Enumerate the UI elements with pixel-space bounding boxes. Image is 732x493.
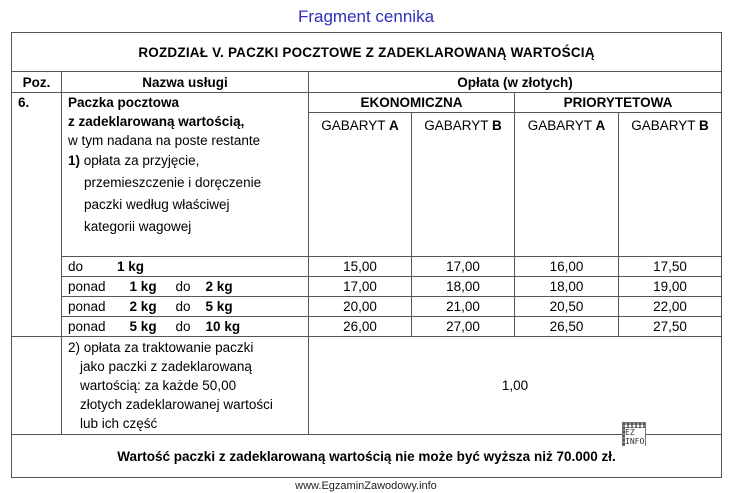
ekon-gabaryt-a	[309, 113, 412, 257]
price-cell: 17,00	[309, 277, 412, 297]
weight-from: 1 kg	[129, 279, 157, 294]
weight-to	[168, 257, 309, 277]
weight-to: do 10 kg	[168, 317, 309, 337]
gabaryt-label: GABARYT	[631, 118, 696, 133]
priorytetowa-header: PRIORYTETOWA	[515, 93, 722, 113]
footer-note: Wartość paczki z zadeklarowaną wartością nie może być wyższa niż 70.000 zł.	[12, 435, 722, 478]
chapter-title: ROZDZIAŁ V. PACZKI POCZTOWE Z ZADEKLAROWANĄ WARTOŚCIĄ	[12, 33, 722, 72]
weight-pre: ponad 5 kg	[62, 317, 168, 337]
price-cell: 20,00	[309, 297, 412, 317]
chapter-row	[12, 33, 722, 72]
gabaryt-label: GABARYT	[321, 118, 386, 133]
price-cell: 22,00	[619, 297, 722, 317]
weight-row	[12, 317, 722, 337]
sub2-line5: lub ich część	[80, 416, 158, 431]
item-number: 6.	[12, 93, 62, 337]
weight-row	[12, 257, 722, 277]
gabaryt-label: GABARYT	[527, 118, 592, 133]
source-url: www.EgzaminZawodowy.info	[295, 480, 437, 492]
gabaryt-a-letter: A	[389, 118, 399, 133]
header-row-1	[12, 72, 722, 93]
price-cell: 26,00	[309, 317, 412, 337]
price-cell: 20,50	[515, 297, 619, 317]
service-name-line1: Paczka pocztowa	[68, 95, 180, 110]
price-cell: 27,50	[619, 317, 722, 337]
price-cell: 17,50	[619, 257, 722, 277]
service-description	[62, 93, 309, 257]
sub1-line4: kategorii wagowej	[84, 219, 192, 234]
page-title: Fragment cennika	[297, 7, 435, 26]
sub2-line2: jako paczki z zadeklarowaną	[80, 359, 252, 374]
ekon-gabaryt-b	[412, 113, 515, 257]
price-cell: 27,00	[412, 317, 515, 337]
weight-from: 1 kg	[117, 259, 145, 274]
weight-row	[12, 277, 722, 297]
sub1-line2: przemieszczenie i doręczenie	[84, 175, 262, 190]
footer-row	[12, 435, 722, 478]
sub2-row	[12, 337, 722, 435]
prio-gabaryt-a	[515, 113, 619, 257]
sub2-line3: wartością: za każde 50,00	[80, 378, 237, 393]
price-cell: 15,00	[309, 257, 412, 277]
service-name-line3: w tym nadana na poste restante	[68, 133, 261, 148]
watermark-logo: EZ INFO	[622, 422, 646, 446]
price-cell: 18,00	[412, 277, 515, 297]
sub1-line3: paczki według właściwej	[84, 197, 230, 212]
sub1-line1: opłata za przyjęcie,	[83, 153, 200, 168]
sub1-number: 1)	[68, 153, 81, 168]
service-name-line2: z zadeklarowaną wartością,	[68, 114, 245, 129]
weight-from: 2 kg	[129, 299, 157, 314]
weight-to: do 5 kg	[168, 297, 309, 317]
prio-gabaryt-b	[619, 113, 722, 257]
gabaryt-a-letter: A	[595, 118, 606, 133]
price-cell: 26,50	[515, 317, 619, 337]
price-cell: 16,00	[515, 257, 619, 277]
price-table	[11, 32, 722, 478]
price-cell: 18,00	[515, 277, 619, 297]
sub2-price: 1,00	[309, 337, 722, 435]
weight-row	[12, 297, 722, 317]
price-cell: 19,00	[619, 277, 722, 297]
weight-pre: ponad 1 kg	[62, 277, 168, 297]
col-name-header: Nazwa usługi	[62, 72, 309, 93]
price-cell: 21,00	[412, 297, 515, 317]
price-cell: 17,00	[412, 257, 515, 277]
sub2-line1: 2) opłata za traktowanie paczki	[68, 340, 254, 355]
gabaryt-b-letter: B	[492, 118, 502, 133]
ekonomiczna-header: EKONOMICZNA	[309, 93, 515, 113]
sub2-line4: złotych zadeklarowanej wartości	[80, 397, 273, 412]
weight-to: do 2 kg	[168, 277, 309, 297]
weight-pre: do 1 kg	[62, 257, 168, 277]
sub2-description	[62, 337, 309, 435]
weight-pre: ponad 2 kg	[62, 297, 168, 317]
weight-from: 5 kg	[129, 319, 157, 334]
col-fee-header: Opłata (w złotych)	[309, 72, 722, 93]
gabaryt-label: GABARYT	[424, 118, 489, 133]
gabaryt-b-letter: B	[699, 118, 709, 133]
col-poz-header: Poz.	[12, 72, 62, 93]
item-row	[12, 93, 722, 113]
